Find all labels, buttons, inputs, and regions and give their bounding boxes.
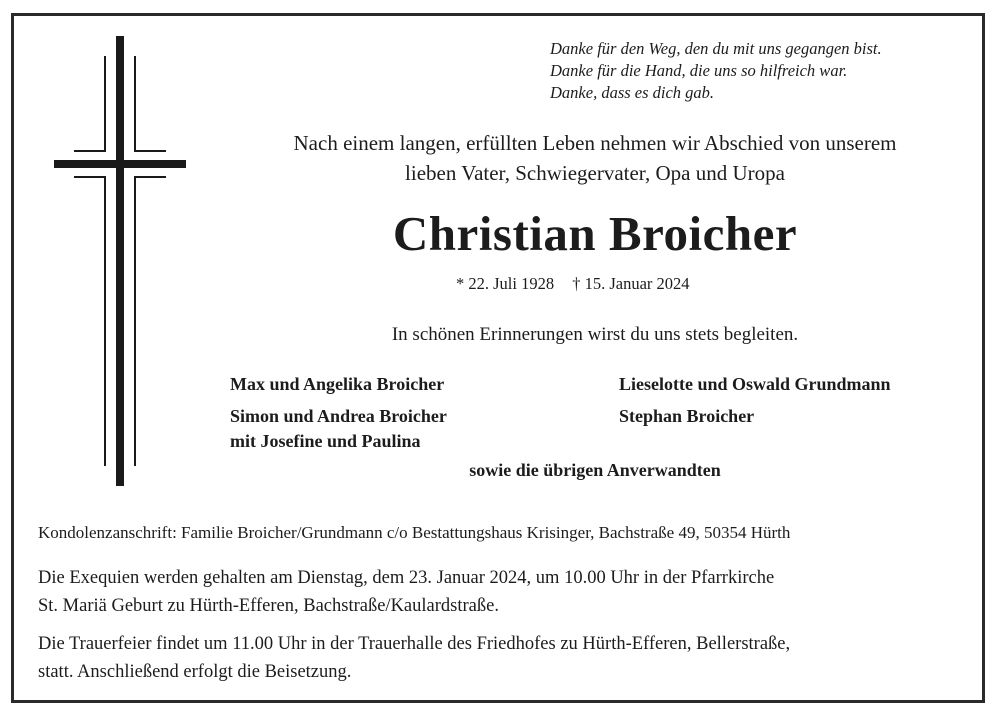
poem-line: Danke für die Hand, die uns so hilfreich war.: [550, 61, 848, 80]
exequien-line: Die Exequien werden gehalten am Dienstag, dem 23. Januar 2024, um 10.00 Uhr in der Pfarrkirche: [38, 568, 775, 588]
trauerfeier-paragraph: [38, 630, 966, 686]
birth-date: * 22. Juli 1928: [456, 274, 555, 293]
death-date: † 15. Januar 2024: [572, 274, 690, 293]
intro-text: [210, 128, 980, 188]
life-dates: [456, 274, 704, 294]
condolence-address: Kondolenzanschrift: Familie Broicher/Grundmann c/o Bestattungshaus Krisinger, Bachstraße 49, 50354 Hürth: [38, 523, 791, 542]
poem-line: Danke für den Weg, den du mit uns gegangen bist.: [550, 39, 882, 58]
family-left: [230, 368, 447, 454]
family-member: Lieselotte und Oswald Grundmann: [619, 374, 891, 394]
deceased-name: Christian Broicher: [392, 206, 798, 261]
memory-line: In schönen Erinnerungen wirst du uns stets begleiten.: [391, 324, 799, 345]
trauerfeier-line: statt. Anschließend erfolgt die Beisetzung.: [38, 662, 352, 682]
cross-icon: [54, 36, 186, 486]
exequien-paragraph: [38, 564, 966, 620]
poem-line: Danke, dass es dich gab.: [550, 83, 715, 102]
family-member: Simon und Andrea Broicher: [230, 406, 447, 426]
family-member: mit Josefine und Paulina: [230, 431, 421, 451]
trauerfeier-line: Die Trauerfeier findet um 11.00 Uhr in der Trauerhalle des Friedhofes zu Hürth-Efferen, Bellerstraße,: [38, 634, 791, 654]
intro-line: Nach einem langen, erfüllten Leben nehmen wir Abschied von unserem: [293, 131, 897, 155]
family-member: Max und Angelika Broicher: [230, 374, 445, 394]
poem: [550, 38, 882, 104]
family-member: Stephan Broicher: [619, 406, 755, 426]
other-relatives: sowie die übrigen Anverwandten: [469, 460, 721, 480]
intro-line: lieben Vater, Schwiegervater, Opa und Uropa: [405, 161, 785, 185]
exequien-line: St. Mariä Geburt zu Hürth-Efferen, Bachstraße/Kaulardstraße.: [38, 596, 499, 616]
family-right: [619, 368, 891, 432]
